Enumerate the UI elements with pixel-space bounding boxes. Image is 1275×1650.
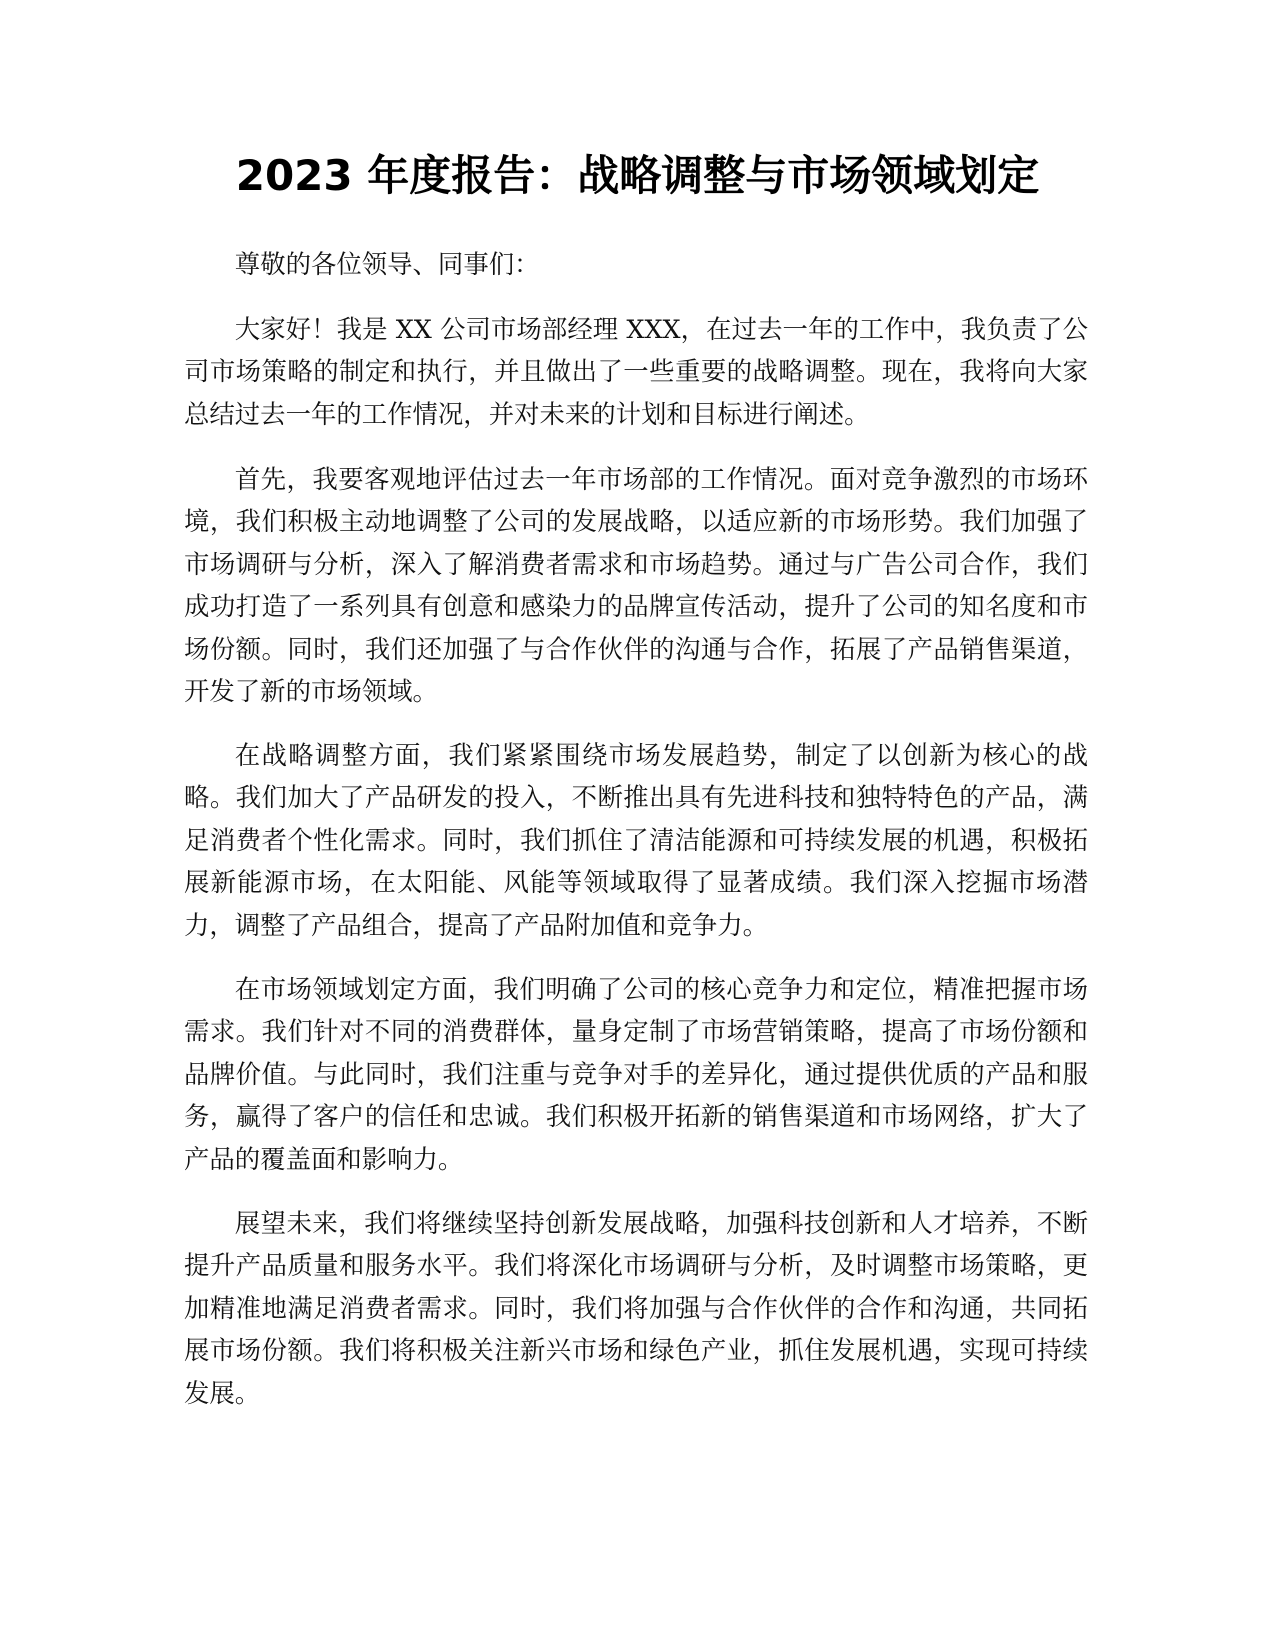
- paragraph-strategy-adjustment: 在战略调整方面，我们紧紧围绕市场发展趋势，制定了以创新为核心的战略。我们加大了产品研发的投入，不断推出具有先进科技和独特特色的产品，满足消费者个性化需求。同时，我们抓住了清洁能源和可持续发展的机遇，积极拓展新能源市场，在太阳能、风能等领域取得了显著成绩。我们深入挖掘市场潜力，调整了产品组合，提高了产品附加值和竞争力。: [184, 740, 1088, 940]
- paragraph-market-definition: 在市场领域划定方面，我们明确了公司的核心竞争力和定位，精准把握市场需求。我们针对不同的消费群体，量身定制了市场营销策略，提高了市场份额和品牌价值。与此同时，我们注重与竞争对手的差异化，通过提供优质的产品和服务，赢得了客户的信任和忠诚。我们积极开拓新的销售渠道和市场网络，扩大了产品的覆盖面和影响力。: [184, 974, 1088, 1174]
- page-title: 2023 年度报告：战略调整与市场领域划定: [235, 151, 1040, 200]
- paragraph-introduction: 大家好！我是 XX 公司市场部经理 XXX，在过去一年的工作中，我负责了公司市场策略的制定和执行，并且做出了一些重要的战略调整。现在，我将向大家总结过去一年的工作情况，并对未来的计划和目标进行阐述。: [184, 314, 1088, 429]
- paragraph-work-review: 首先，我要客观地评估过去一年市场部的工作情况。面对竞争激烈的市场环境，我们积极主动地调整了公司的发展战略，以适应新的市场形势。我们加强了市场调研与分析，深入了解消费者需求和市场趋势。通过与广告公司合作，我们成功打造了一系列具有创意和感染力的品牌宣传活动，提升了公司的知名度和市场份额。同时，我们还加强了与合作伙伴的沟通与合作，拓展了产品销售渠道，开发了新的市场领域。: [184, 464, 1088, 707]
- paragraph-outlook: 展望未来，我们将继续坚持创新发展战略，加强科技创新和人才培养，不断提升产品质量和服务水平。我们将深化市场调研与分析，及时调整市场策略，更加精准地满足消费者需求。同时，我们将加强与合作伙伴的合作和沟通，共同拓展市场份额。我们将积极关注新兴市场和绿色产业，抓住发展机遇，实现可持续发展。: [184, 1208, 1088, 1408]
- salutation: 尊敬的各位领导、同事们：: [234, 249, 540, 279]
